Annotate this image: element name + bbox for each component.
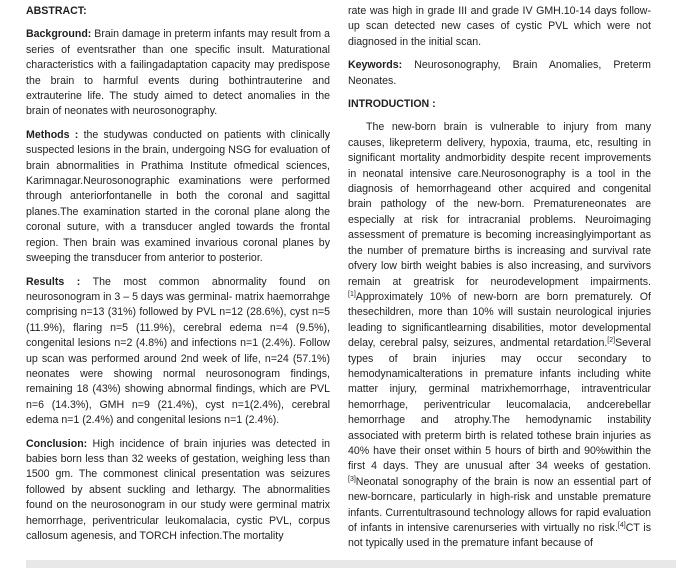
abstract-heading: ABSTRACT: bbox=[26, 5, 87, 17]
keywords-text: Neurosonography, Brain Anomalies, Preterm Neonates. bbox=[348, 59, 651, 87]
background-paragraph bbox=[26, 27, 330, 119]
citation-1: [1] bbox=[348, 290, 356, 298]
citation-3: [3] bbox=[348, 475, 356, 483]
conclusion-text: High incidence of brain injuries was detected in babies born less than 32 weeks of gestation, weighing less than 1500 gm. The commonest clinical presentation was seizures followed by absent suckling and lethargy. The abnormalities found on the neurosonogram in our study were germinal matrix hemorrhage, periventricular leukomalacia, cystic PVL, corpus callosum agenesis, and TORCH infection.The mortality bbox=[26, 437, 330, 542]
methods-paragraph bbox=[26, 128, 330, 267]
conclusion-paragraph bbox=[26, 437, 330, 545]
background-label: Background: bbox=[26, 28, 92, 41]
conclusion-label: Conclusion: bbox=[26, 437, 88, 450]
methods-text: the studywas conducted on patients with clinically suspected lesions in the brain, undergoing NSG for evaluation of brain abnormalities in Prathima Institute ofmedical sciences, Karimnagar.Neurosonographic examinations were performed through anteriorfontanelle in both the coronal and sagittal planes.The examination started in the coronal plane along the coronal suture, with a transducer angled towards the frontal region. Then brain was examined invarious coronal planes by sweeping the transducer from anterior to posterior. bbox=[26, 128, 330, 265]
methods-label: Methods : bbox=[26, 128, 79, 141]
page-bottom-scroll-strip bbox=[26, 560, 676, 568]
introduction-paragraph bbox=[348, 120, 651, 551]
introduction-heading: INTRODUCTION : bbox=[348, 98, 436, 111]
results-paragraph bbox=[26, 275, 330, 429]
background-text: Brain damage in preterm infants may result from a series of eventsrather than one specific insult. Maturational characteristics with a failingadaptation capacity may predispose the brain to harmful events during bothintrauterine and extrauterine life. The study aimed to detect anomalies in the brain of neonates with neurosonography. bbox=[26, 28, 330, 118]
right-column bbox=[348, 4, 651, 552]
left-column bbox=[26, 4, 330, 544]
keywords-label: Keywords: bbox=[348, 59, 403, 72]
citation-2: [2] bbox=[607, 337, 616, 345]
intro-text-1: The new-born brain is vulnerable to injury from many causes, likepreterm delivery, hypoxia, trauma, etc, resulting in significant mortality andmorbidity despite recent improvements in neonatal intensive care.Neurosonography is a tool in the diagnosis of hemorrhageand other acquired and congenital brain pathology of the new-born. Prematureneonates are especially at risk for intracranial problems. Neuroimaging assessment of premature is becoming increasinglyimportant as the number of premature births is increasing and survival rate ofvery low birth weight babies is also increasing, and survivors remain at greatrisk for neurodevelopment impairments. bbox=[348, 121, 651, 288]
citation-4: [4] bbox=[617, 522, 626, 529]
results-text: The most common abnormality found on neurosonogram in 3 – 5 days was germinal- matrix haemorrahge comprising n=13 (31%) followed by PVL n=12 (28.6%), cyst n=5 (11.9%), flaring n=5 (11.9%), cerebral edema n=4 (9.5%), congenital lesions n=2 (4.8%) and infections n=1 (2.4%). Follow up scan was performed around 2nd week of life, n=24 (57.1%) neonates were showing normal neurosonogram findings, remaining 18 (43%) showing abnormal findings, which are PVL n=6 (14.3%), GMH n=9 (21.4%), cyst n=1(2.4%), cerebral edema n=1 (2.4%) and congenital lesions n=1 (2.4%). bbox=[26, 275, 330, 427]
intro-text-3: Several types of brain injuries may occur secondary to hemodynamicalterations in premature infants including white matter injury, germinal matrixhemorrhage, intraventricular hemorrhage, periventricular leucomalacia, andcerebellar hemorrhage and atrophy.The hemodynamic instability associated with preterm birth is related tothese brain injuries as 40% have their onset within 5 hours of birth and 90%within the first 4 days. They are unusual after 34 weeks of gestation. bbox=[348, 337, 651, 473]
keywords-paragraph bbox=[348, 58, 651, 89]
intro-text-2: Approximately 10% of new-born are born prematurely. Of thesechildren, more than 10% will sustain neurological injuries leading to significantlearning disabilities, motor developmental delay, cerebral palsy, seizures, andmental retardation. bbox=[348, 290, 651, 350]
results-label: Results : bbox=[26, 275, 81, 288]
conclusion-continuation: rate was high in grade III and grade IV GMH.10-14 days follow-up scan detected new cases of cystic PVL which were not diagnosed in the initial scan. bbox=[348, 5, 651, 48]
intro-text-4: Neonatal sonography of the brain is now an essential part of new-borncare, particularly in high-risk and unstable premature infants. Currentultrasound technology allows for rapid evaluation of infants in intensive carenurseries with virtually no risk. bbox=[348, 475, 651, 534]
intro-text-5: CT is not typically used in the premature infant because of bbox=[348, 522, 651, 550]
